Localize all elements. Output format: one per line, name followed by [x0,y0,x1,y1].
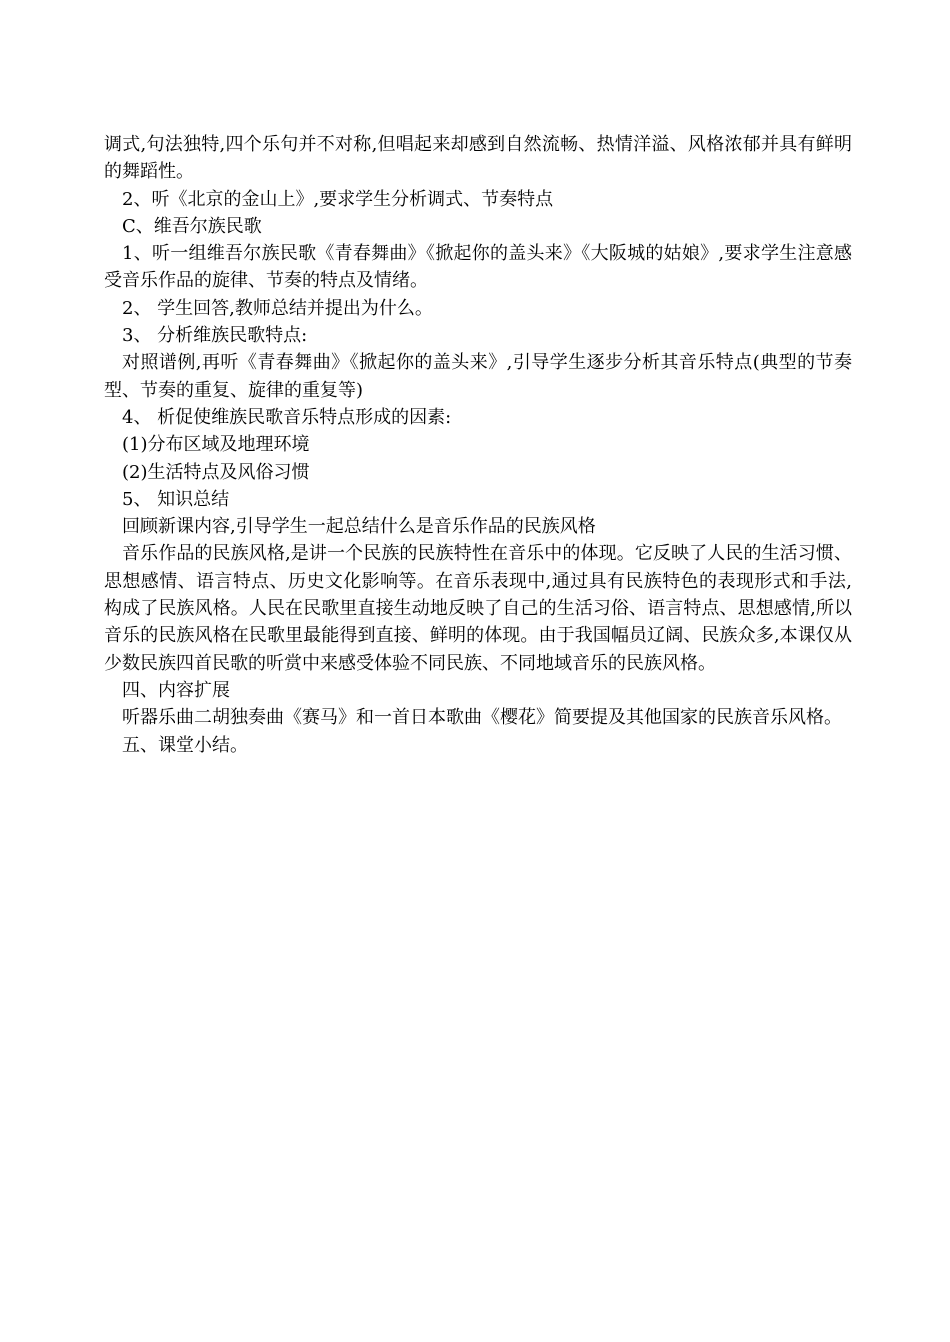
paragraph-listen-uyghur-songs: 1、听一组维吾尔族民歌《青春舞曲》《掀起你的盖头来》《大阪城的姑娘》,要求学生注意感受音乐作品的旋律、节奏的特点及情绪。 [104,243,852,292]
paragraph-analyze-features: 3、 分析维族民歌特点: [122,325,308,347]
paragraph-formation-factors: 4、 析促使维族民歌音乐特点形成的因素: [122,406,452,428]
paragraph-knowledge-summary: 5、 知识总结 [122,488,230,510]
paragraph-listen-beijing: 2、听《北京的金山上》,要求学生分析调式、节奏特点 [122,188,554,210]
paragraph-student-answer: 2、 学生回答,教师总结并提出为什么。 [122,297,433,319]
section-heading-extension: 四、内容扩展 [122,679,230,701]
paragraph-review-lesson: 回顾新课内容,引导学生一起总结什么是音乐作品的民族风格 [122,516,596,538]
paragraph-factor-geography: (1)分布区域及地理环境 [122,434,310,456]
document-body [104,131,852,759]
paragraph-listen-erhu: 听器乐曲二胡独奏曲《赛马》和一首日本歌曲《樱花》简要提及其他国家的民族音乐风格。 [122,707,842,729]
paragraph-factor-customs: (2)生活特点及风俗习惯 [122,461,310,483]
paragraph-continuation: 调式,句法独特,四个乐句并不对称,但唱起来却感到自然流畅、热情洋溢、风格浓郁并具有鲜明的舞蹈性。 [104,134,852,183]
paragraph-national-style: 音乐作品的民族风格,是讲一个民族的民族特性在音乐中的体现。它反映了人民的生活习惯、思想感情、语言特点、历史文化影响等。在音乐表现中,通过具有民族特色的表现形式和手法,构成了民族风格。人民在民歌里直接生动地反映了自己的生活习俗、语言特点、思想感情,所以音乐的民族风格在民歌里最能得到直接、鲜明的体现。由于我国幅员辽阔、民族众多,本课仅从少数民族四首民歌的听赏中来感受体验不同民族、不同地域音乐的民族风格。 [104,543,852,674]
section-heading-uyghur: C、维吾尔族民歌 [122,215,262,237]
paragraph-compare-scores: 对照谱例,再听《青春舞曲》《掀起你的盖头来》,引导学生逐步分析其音乐特点(典型的节奏型、节奏的重复、旋律的重复等) [104,352,852,401]
section-heading-summary: 五、课堂小结。 [122,734,248,756]
